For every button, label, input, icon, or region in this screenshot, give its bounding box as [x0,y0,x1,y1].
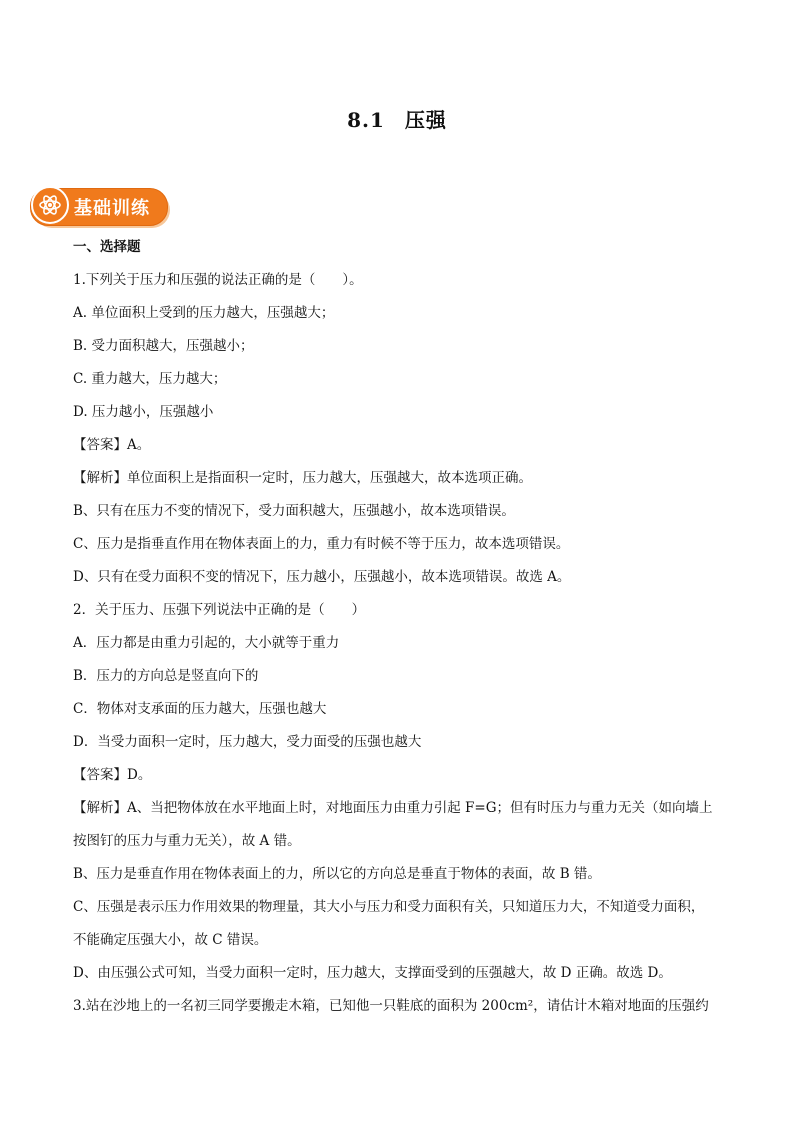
q1-analysis-a: 【解析】单位面积上是指面积一定时，压力越大，压强越大，故本选项正确。 [73,470,532,486]
q2-option-c: C．物体对支承面的压力越大，压强也越大 [73,701,327,717]
q1-option-d: D. 压力越小，压强越小 [73,404,214,420]
q2-option-a: A．压力都是由重力引起的，大小就等于重力 [73,635,340,651]
q2-option-b: B．压力的方向总是竖直向下的 [73,668,259,684]
q1-analysis-b: B、只有在压力不变的情况下，受力面积越大，压强越小，故本选项错误。 [73,503,515,519]
q2-analysis-c-line2: 不能确定压强大小，故 C 错误。 [73,932,268,948]
q1-answer: 【答案】A。 [73,437,151,453]
section-heading: 一、选择题 [73,239,141,255]
q1-analysis-c: C、压力是指垂直作用在物体表面上的力，重力有时候不等于压力，故本选项错误。 [73,536,570,552]
q2-analysis-d: D、由压强公式可知，当受力面积一定时，压力越大，支撑面受到的压强越大，故 D 正确。故选 D。 [73,965,672,981]
section-banner [30,186,168,226]
q2-option-d: D．当受力面积一定时，压力越大，受力面受的压强也越大 [73,734,422,750]
q1-analysis-d: D、只有在受力面积不变的情况下，压力越小，压强越小，故本选项错误。故选 A。 [73,569,571,585]
q1-stem: 1.下列关于压力和压强的说法正确的是（ ）。 [73,272,363,288]
q1-option-a: A. 单位面积上受到的压力越大，压强越大； [73,305,335,321]
banner-label: 基础训练 [74,198,150,219]
q1-option-b: B. 受力面积越大，压强越小； [73,338,254,354]
q2-analysis-c-line1: C、压强是表示压力作用效果的物理量，其大小与压力和受力面积有关，只知道压力大，不知道受力面积， [73,899,705,915]
q2-analysis-a-line1: 【解析】A、当把物体放在水平地面上时，对地面压力由重力引起 F=G；但有时压力与重力无关（如向墙上 [73,800,713,816]
atom-icon [38,193,62,217]
title-number: 8.1 [347,108,385,132]
q2-stem: 2．关于压力、压强下列说法中正确的是（ ） [73,602,366,618]
title-text: 压强 [404,108,447,132]
q2-analysis-c [73,896,733,951]
q2-answer: 【答案】D。 [73,767,152,783]
banner-icon-circle [31,186,69,224]
q2-analysis-a-line2: 按图钉的压力与重力无关），故 A 错。 [73,833,301,849]
q3-stem: 3.站在沙地上的一名初三同学要搬走木箱，已知他一只鞋底的面积为 200cm²，请估计木箱对地面的压强约 [73,998,709,1014]
page-title [0,104,794,133]
q2-analysis-a [73,797,733,852]
document-body [73,236,733,1028]
q2-analysis-b: B、压力是垂直作用在物体表面上的力，所以它的方向总是垂直于物体的表面，故 B 错。 [73,866,601,882]
q1-option-c: C. 重力越大，压力越大； [73,371,227,387]
